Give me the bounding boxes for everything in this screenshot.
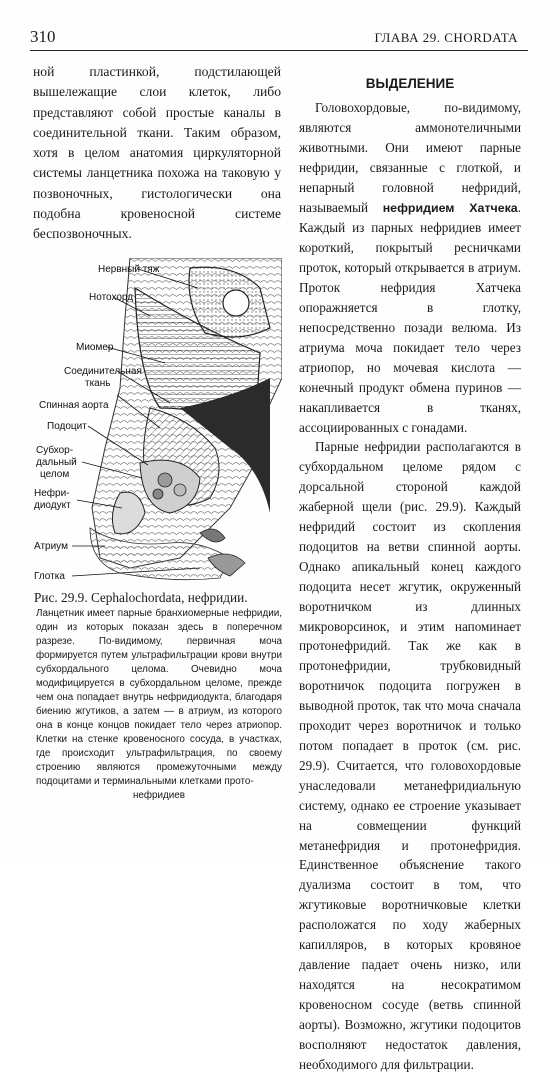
figure-caption-title: Рис. 29.9. Cephalochordata, нефридии. [34, 590, 248, 605]
figure-caption-body [36, 607, 282, 803]
header-rule [30, 50, 528, 51]
label-podocyte: Подоцит [47, 421, 87, 432]
figure-29-9 [30, 258, 282, 588]
label-connective-1: Соединительная [64, 366, 142, 377]
label-connective-2: ткань [85, 378, 111, 389]
left-column-text [33, 62, 281, 245]
label-subchordal-2: дальный [36, 457, 77, 468]
left-paragraph: ной пластинкой, подстилающей вышележащие слои клеток, либо представляют собой простые каналы в соединительной ткани. Таким образом, хотя в целом анатомия циркуляторной системы ланцетника похожа на таковую у позвоночных, гистологически она подобна кровеносной системе беспозвоночных. [33, 64, 281, 242]
label-atrium: Атриум [34, 541, 68, 552]
p1-after: . Каждый из парных нефридиев имеет короткий, покрытый ресничками проток, который открывается в атриум. Проток нефридия Хатчека опоражняется в глотку, непосредственно позади велюма. Из атриума моча покидает тело через атриопор, но мочевая кислота — конечный продукт обмена пуринов — накапливается в тканях, ассоциированных с гонадами. [299, 199, 521, 435]
page-header [30, 27, 528, 51]
label-subchordal-3: целом [40, 469, 70, 480]
section-title: ВЫДЕЛЕНИЕ [365, 76, 455, 91]
label-nephriduct-1: Нефри- [34, 488, 70, 499]
right-column [299, 62, 521, 1074]
label-notochord: Нотохорд [89, 292, 134, 303]
caption-text: Ланцетник имеет парные бранхиомерные нефридии, один из которых показан здесь в поперечном разрезе. По-видимому, первичная моча формируется путем ультрафильтрации крови внутри субхордального целома. Очевидно моча модифицируется в субхордальном целоме, прежде чем она попадает внутрь нефридиодукта, благодаря биению жгутиков, а затем — в атриум, из которого она в конце концов покидает тело через атриопор. Клетки на стенке кровеносного сосуда, в участках, где происходит ультрафильтрация, по своему строению являются промежуточными между подоцитами и терминальными клетками прото- [36, 608, 282, 787]
caption-last-line: нефридиев [132, 790, 186, 801]
p1-before: Головохордовые, по-видимому, являются аммонотеличными животными. Они имеют парные нефридии, связанные с глоткой, и непарный головной нефридий, называемый [299, 100, 521, 215]
page-number: 310 [30, 27, 56, 46]
label-nephriduct-2: диодукт [34, 500, 71, 511]
label-nerve-cord: Нервный тяж [98, 264, 160, 275]
label-pharynx: Глотка [34, 571, 65, 582]
right-paragraph-1 [299, 98, 521, 437]
right-paragraph-2: Парные нефридии располагаются в субхордальном целоме рядом с дорсальной стороной каждой жаберной щели (рис. 29.9). Каждый нефридий состоит из скопления подоцитов на ветви спинной аорты. Однако апикальный конец каждого подоцита несет жгутик, окруженный воротничком из длинных микроворсинок, и этим напоминает протонефридий. Так же как в протонефридии, трубковидный воротничок подоцита погружен в выводной проток, так что моча сначала проходит через воротничок и только потом попадает в проток (см. рис. 29.9). Считается, что головохордовые унаследовали метанефридиальную систему, однако ее строение указывает на совмещении функций метанефридия и протонефридия. Единственное объяснение такого дуализма состоит в том, что жгутиковые воротничковые клетки расположатся по ходу жаберных капилляров, в которых кровяное давление падает очень низко, или находятся на несократимом кровеносном сосуде (ветвь спинной аорты). Возможно, жгутики подоцитов восполняют недостаток давления, необходимого для фильтрации. [299, 439, 521, 1072]
label-subchordal-1: Субхор- [36, 445, 74, 456]
p1-term: нефридием Хатчека [382, 200, 518, 215]
label-dorsal-aorta: Спинная аорта [39, 400, 109, 411]
running-head: ГЛАВА 29. CHORDATA [374, 30, 518, 45]
label-myomere: Миомер [76, 342, 114, 353]
